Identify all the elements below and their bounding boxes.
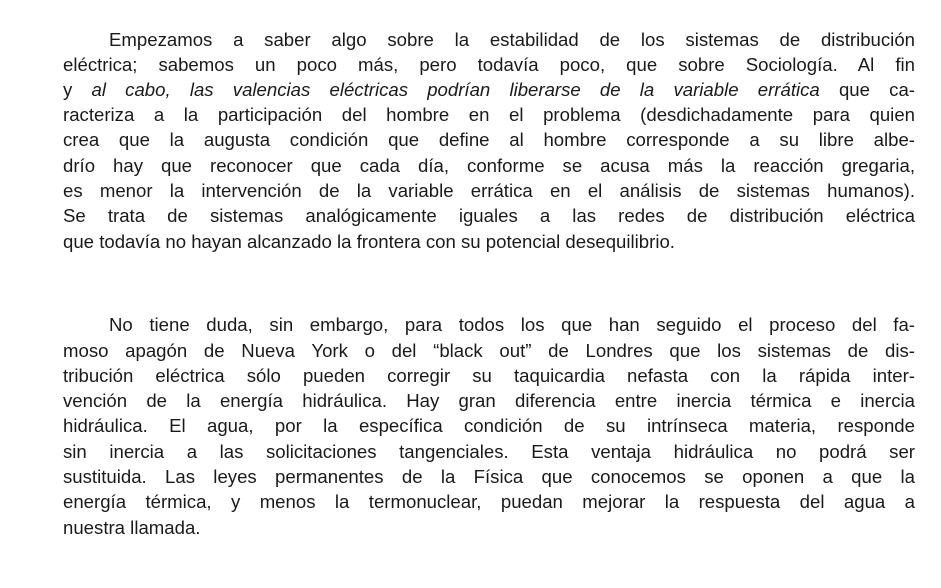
italic-phrase: al cabo, las valencias eléctricas podrían liberarse de la variable errática [91, 79, 820, 100]
paragraph-2-line-5: hidráulica. El agua, por la específica condición de su intrínseca materia, responde [63, 415, 915, 436]
paragraph-1-line-8: Se trata de sistemas analógicamente iguales a las redes de distribución eléctrica [63, 205, 915, 226]
paragraph-2-line-2: moso apagón de Nueva York o del “black out” de Londres que los sistemas de dis- [63, 340, 915, 361]
paragraph-2-line-4: vención de la energía hidráulica. Hay gran diferencia entre inercia térmica e inercia [63, 390, 915, 411]
paragraph-1-line-4: racteriza a la participación del hombre en el problema (desdichadamente para quien [63, 104, 915, 125]
paragraph-2-line-1: No tiene duda, sin embargo, para todos los que han seguido el proceso del fa- [109, 314, 915, 335]
paragraph-2-line-6: sin inercia a las solicitaciones tangenciales. Esta ventaja hidráulica no podrá ser [63, 441, 915, 462]
paragraph-1-line-6: drío hay que reconocer que cada día, conforme se acusa más la reacción gregaria, [63, 155, 915, 176]
paragraph-2-line-3: tribución eléctrica sólo pueden corregir su taquicardia nefasta con la rápida inter- [63, 365, 915, 386]
paragraph-1-line-2: eléctrica; sabemos un poco más, pero todavía poco, que sobre Sociología. Al fin [63, 54, 915, 75]
paragraph-2-line-9: nuestra llamada. [63, 517, 201, 538]
paragraph-1-line-5: crea que la augusta condición que define al hombre corresponde a su libre albe- [63, 129, 915, 150]
paragraph-2-line-7: sustituida. Las leyes permanentes de la Física que conocemos se oponen a que la [63, 466, 915, 487]
paragraph-1-line-9: que todavía no hayan alcanzado la frontera con su potencial desequilibrio. [63, 231, 675, 252]
paragraph-1-line-1: Empezamos a saber algo sobre la estabilidad de los sistemas de distribución [109, 29, 915, 50]
paragraph-1-line-7: es menor la intervención de la variable errática en el análisis de sistemas humanos). [63, 180, 915, 201]
paragraph-2-line-8: energía térmica, y menos la termonuclear, puedan mejorar la respuesta del agua a [63, 491, 915, 512]
paragraph-1-line-3: y al cabo, las valencias eléctricas podrían liberarse de la variable errática que ca- [63, 79, 915, 100]
